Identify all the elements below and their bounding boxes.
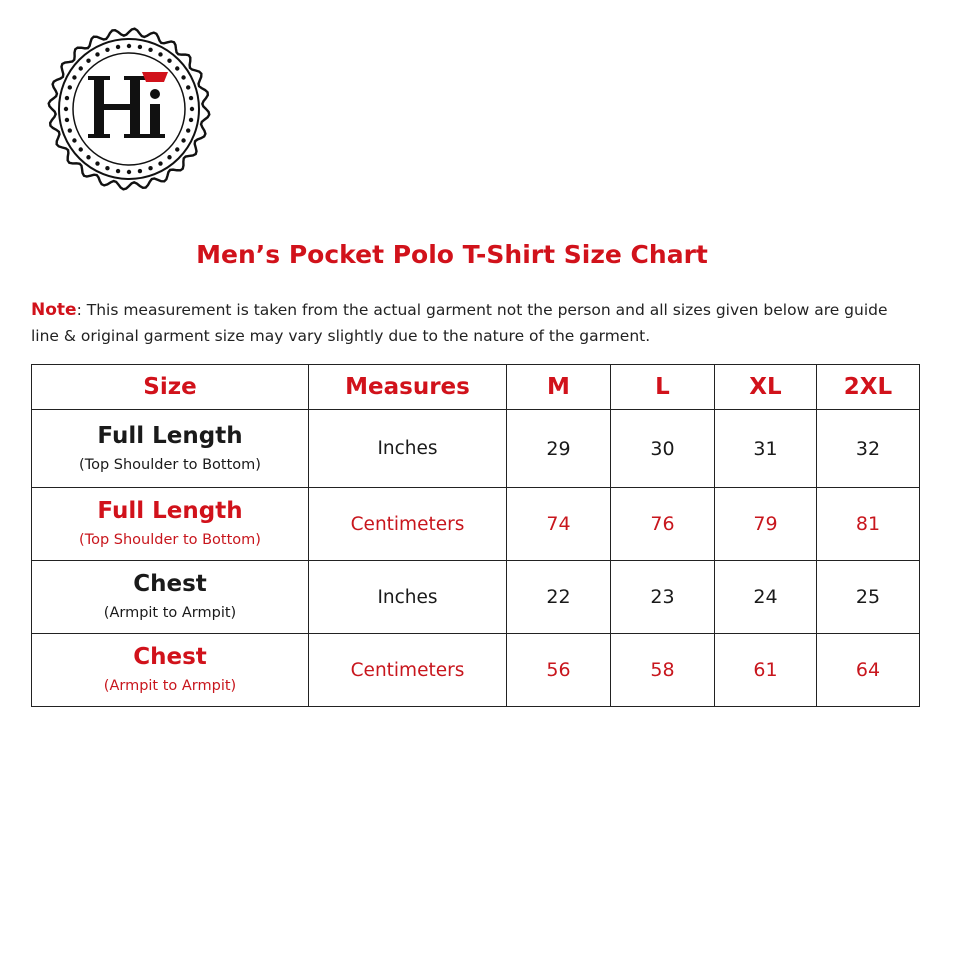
table-row bbox=[32, 634, 920, 707]
seal-dot bbox=[72, 138, 76, 142]
seal-dot bbox=[181, 75, 185, 79]
seal-dot bbox=[138, 169, 142, 173]
seal-dot bbox=[167, 155, 171, 159]
seal-dot bbox=[68, 128, 72, 132]
hi-monogram-seal-icon bbox=[46, 26, 212, 192]
header-measures: Measures bbox=[309, 365, 507, 410]
note-text: : This measurement is taken from the actual garment not the person and all sizes given below are guide line & original garment size may vary slightly due to the nature of the garment. bbox=[31, 301, 888, 345]
seal-dot bbox=[105, 48, 109, 52]
size-chart-table bbox=[31, 364, 920, 707]
row-label-cell bbox=[32, 410, 309, 488]
value-cell-2xl: 81 bbox=[817, 488, 920, 561]
seal-dot bbox=[79, 66, 83, 70]
seal-dot bbox=[105, 166, 109, 170]
row-label: Full Length bbox=[97, 498, 243, 524]
table-row bbox=[32, 410, 920, 488]
value-cell-m: 29 bbox=[507, 410, 611, 488]
seal-dot bbox=[116, 45, 120, 49]
seal-dot bbox=[95, 161, 99, 165]
seal-dot bbox=[181, 138, 185, 142]
row-label: Chest bbox=[133, 571, 207, 597]
row-sublabel: (Top Shoulder to Bottom) bbox=[79, 532, 261, 548]
seal-dot bbox=[189, 118, 193, 122]
header-size: Size bbox=[32, 365, 309, 410]
table-row bbox=[32, 561, 920, 634]
seal-dot bbox=[175, 66, 179, 70]
header-m: M bbox=[507, 365, 611, 410]
value-cell-m: 56 bbox=[507, 634, 611, 707]
note-label: Note bbox=[31, 300, 77, 320]
seal-dot bbox=[158, 52, 162, 56]
seal-dot bbox=[72, 75, 76, 79]
seal-dot bbox=[116, 169, 120, 173]
seal-dot bbox=[95, 52, 99, 56]
brand-logo bbox=[46, 26, 212, 192]
seal-dot bbox=[148, 166, 152, 170]
row-sublabel: (Top Shoulder to Bottom) bbox=[79, 456, 261, 473]
seal-dot bbox=[79, 147, 83, 151]
unit-cell: Inches bbox=[309, 410, 507, 488]
seal-dot bbox=[127, 170, 131, 174]
table-row bbox=[32, 488, 920, 561]
row-sublabel: (Armpit to Armpit) bbox=[103, 605, 237, 621]
seal-dot bbox=[65, 96, 69, 100]
header-xl: XL bbox=[715, 365, 817, 410]
value-cell-2xl: 64 bbox=[817, 634, 920, 707]
seal-dot bbox=[167, 59, 171, 63]
row-label-cell bbox=[32, 634, 309, 707]
header-2xl: 2XL bbox=[817, 365, 920, 410]
page-title: Men’s Pocket Polo T-Shirt Size Chart bbox=[196, 240, 708, 269]
value-cell-2xl: 32 bbox=[817, 410, 920, 488]
seal-dot bbox=[138, 45, 142, 49]
value-cell-xl: 79 bbox=[715, 488, 817, 561]
seal-dot bbox=[68, 85, 72, 89]
row-label: Full Length bbox=[97, 422, 243, 449]
value-cell-2xl: 25 bbox=[817, 561, 920, 634]
seal-dot bbox=[64, 107, 68, 111]
seal-dot bbox=[127, 44, 131, 48]
unit-cell: Centimeters bbox=[309, 634, 507, 707]
value-cell-m: 74 bbox=[507, 488, 611, 561]
value-cell-l: 23 bbox=[611, 561, 715, 634]
seal-dot bbox=[65, 118, 69, 122]
row-label-cell bbox=[32, 561, 309, 634]
table-header-row bbox=[32, 365, 920, 410]
seal-dot bbox=[148, 48, 152, 52]
seal-dot bbox=[190, 107, 194, 111]
value-cell-xl: 61 bbox=[715, 634, 817, 707]
row-sublabel: (Armpit to Armpit) bbox=[103, 678, 237, 694]
row-label: Chest bbox=[133, 644, 207, 670]
unit-cell: Centimeters bbox=[309, 488, 507, 561]
value-cell-xl: 31 bbox=[715, 410, 817, 488]
row-label-cell bbox=[32, 488, 309, 561]
seal-dot bbox=[186, 85, 190, 89]
value-cell-xl: 24 bbox=[715, 561, 817, 634]
value-cell-l: 76 bbox=[611, 488, 715, 561]
seal-dot bbox=[175, 147, 179, 151]
value-cell-l: 30 bbox=[611, 410, 715, 488]
value-cell-l: 58 bbox=[611, 634, 715, 707]
unit-cell: Inches bbox=[309, 561, 507, 634]
seal-dot bbox=[189, 96, 193, 100]
seal-dot bbox=[186, 128, 190, 132]
seal-dot bbox=[86, 59, 90, 63]
seal-dot bbox=[158, 161, 162, 165]
header-l: L bbox=[611, 365, 715, 410]
note-paragraph bbox=[31, 297, 911, 349]
value-cell-m: 22 bbox=[507, 561, 611, 634]
seal-dot bbox=[86, 155, 90, 159]
